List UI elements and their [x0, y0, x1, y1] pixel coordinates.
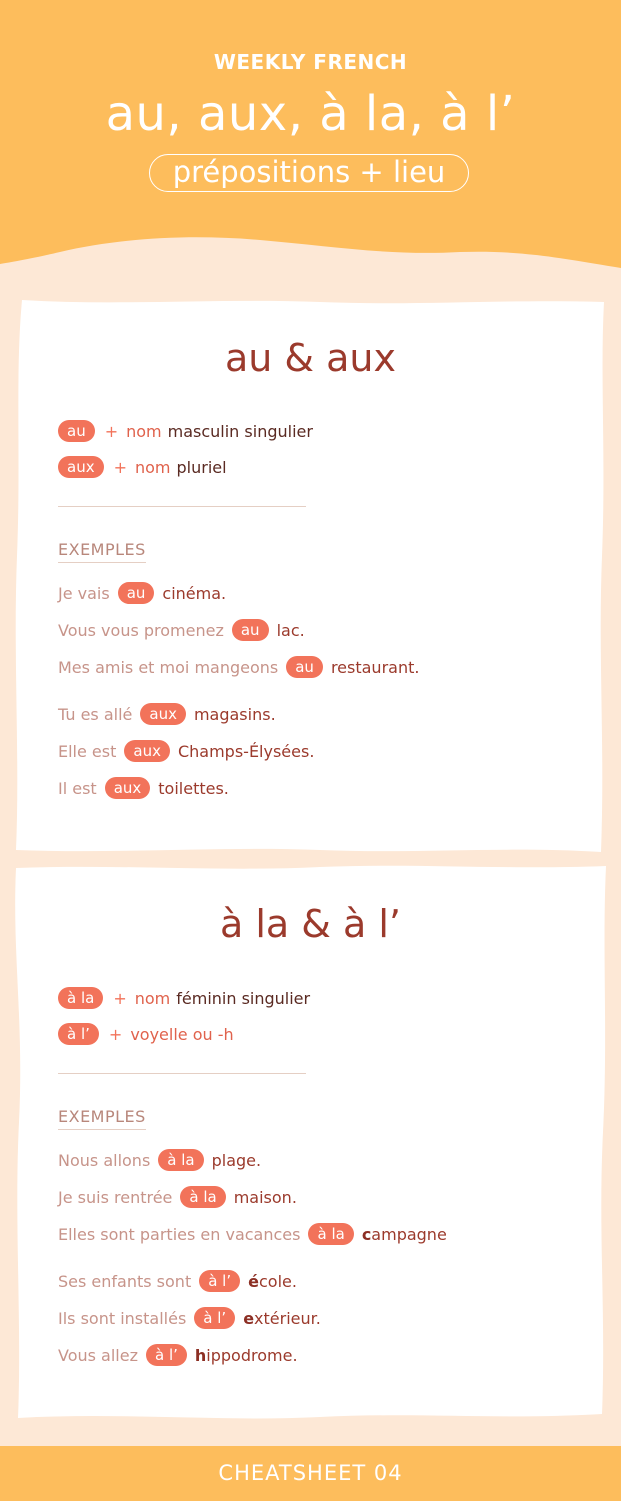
rule-text: voyelle ou -h — [130, 1024, 234, 1044]
preposition-pill: au — [232, 619, 269, 641]
plus-sign: + — [104, 421, 119, 441]
preposition-pill: à la — [58, 987, 103, 1009]
example-subject: Il est — [58, 778, 97, 798]
example-row — [58, 1342, 298, 1368]
preposition-pill: à l’ — [194, 1307, 235, 1329]
preposition-pill: à l’ — [199, 1270, 240, 1292]
example-subject: Nous allons — [58, 1150, 151, 1170]
rule-nom: nom — [134, 988, 171, 1008]
example-place: lac. — [276, 620, 305, 640]
example-row — [58, 738, 314, 764]
example-row — [58, 701, 276, 727]
example-place: maison. — [233, 1187, 297, 1207]
example-row — [58, 1268, 297, 1294]
example-row — [58, 1184, 297, 1210]
preposition-pill: à la — [158, 1149, 203, 1171]
example-row — [58, 775, 229, 801]
divider — [58, 506, 306, 507]
rule-row — [58, 455, 227, 479]
example-place: Champs-Élysées. — [177, 741, 315, 761]
example-subject: Elles sont parties en vacances — [58, 1224, 301, 1244]
rule-nom: nom — [134, 457, 171, 477]
example-subject: Je vais — [58, 583, 110, 603]
example-place: hippodrome. — [194, 1345, 298, 1365]
examples-label: EXEMPLES — [58, 540, 146, 563]
card-au-aux — [0, 296, 621, 858]
example-row — [58, 1305, 321, 1331]
section-title: à la & à l’ — [219, 902, 401, 946]
preposition-pill: aux — [124, 740, 170, 762]
example-subject: Ses enfants sont — [58, 1271, 192, 1291]
example-row — [58, 580, 226, 606]
preposition-pill: à l’ — [146, 1344, 187, 1366]
example-place: plage. — [211, 1150, 262, 1170]
example-row — [58, 617, 305, 643]
example-row — [58, 1147, 261, 1173]
example-place: campagne — [361, 1224, 447, 1244]
footer-label: CHEATSHEET 04 — [218, 1461, 403, 1485]
header-banner — [0, 0, 621, 300]
rule-row — [58, 986, 310, 1010]
example-place: toilettes. — [158, 778, 229, 798]
page-title: au, aux, à la, à l’ — [105, 86, 516, 142]
example-subject: Vous vous promenez — [58, 620, 224, 640]
plus-sign: + — [113, 457, 127, 477]
rule-nom: nom — [126, 421, 162, 441]
example-place: école. — [248, 1271, 297, 1291]
example-subject: Tu es allé — [58, 704, 133, 724]
example-place: cinéma. — [162, 583, 227, 603]
divider — [58, 1073, 306, 1074]
subtitle-badge: prépositions + lieu — [149, 154, 469, 192]
examples-label: EXEMPLES — [58, 1107, 146, 1130]
preposition-pill: aux — [140, 703, 186, 725]
card-paper-shape — [0, 862, 621, 1422]
example-place: restaurant. — [330, 657, 420, 677]
card-paper-shape — [0, 296, 621, 858]
example-subject: Vous allez — [58, 1345, 138, 1365]
example-row — [58, 654, 419, 680]
example-subject: Mes amis et moi mangeons — [58, 657, 279, 677]
header-wave-background — [0, 0, 621, 300]
example-subject: Elle est — [58, 741, 117, 761]
preposition-pill: aux — [58, 456, 104, 478]
plus-sign: + — [108, 1024, 123, 1044]
rule-row — [58, 1022, 234, 1046]
example-row — [58, 1221, 447, 1247]
preposition-pill: à l’ — [58, 1023, 99, 1045]
rule-text: masculin singulier — [167, 421, 313, 441]
card-a-la-a-l — [0, 862, 621, 1422]
plus-sign: + — [113, 988, 127, 1008]
rule-row — [58, 419, 313, 443]
section-title: au & aux — [224, 336, 397, 380]
preposition-pill: au — [118, 582, 155, 604]
eyebrow-label: WEEKLY FRENCH — [213, 50, 408, 74]
preposition-pill: à la — [180, 1186, 225, 1208]
preposition-pill: à la — [308, 1223, 353, 1245]
example-subject: Ils sont installés — [58, 1308, 187, 1328]
example-place: magasins. — [193, 704, 276, 724]
preposition-pill: au — [58, 420, 95, 442]
rule-text: féminin singulier — [176, 988, 311, 1008]
rule-text: pluriel — [176, 457, 227, 477]
example-place: extérieur. — [243, 1308, 321, 1328]
preposition-pill: aux — [105, 777, 151, 799]
preposition-pill: au — [286, 656, 323, 678]
footer-banner — [0, 1446, 621, 1501]
example-subject: Je suis rentrée — [58, 1187, 173, 1207]
